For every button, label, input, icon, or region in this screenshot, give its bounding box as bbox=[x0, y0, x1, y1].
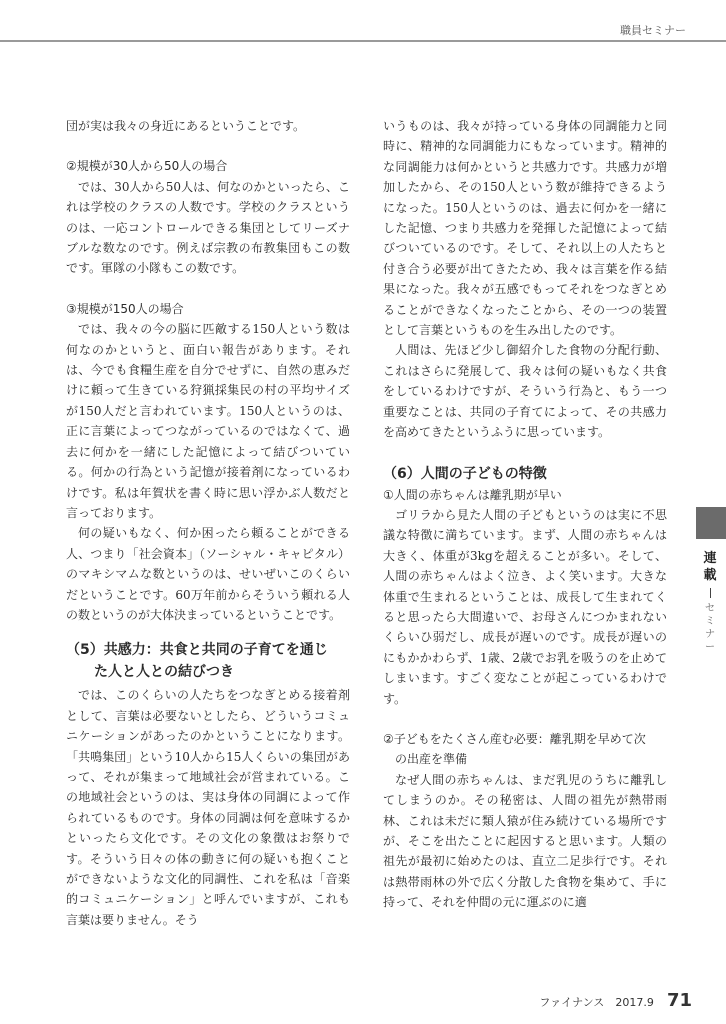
paragraph: では、我々の今の脳に匹敵する150人という数は何なのかというと、面白い報告があります。それは、今でも食糧生産を自分でせずに、自然の恵みだけに頼って生きている狩猟採集民の村の平均サイズが150人だと言われています。150人というのは、正に言葉によってつながっているのではなくて、過去に何かを一緒にした記憶によって結びついている。何かの行為という記憶が接着剤になっているわけです。私は年賀状を書く時に思い浮かぶ人数だと言っております。 bbox=[66, 322, 350, 520]
right-column bbox=[383, 116, 667, 913]
paragraph: では、30人から50人は、何なのかといったら、これは学校のクラスの人数です。学校のクラスというのは、一応コントロールできる集団としてリーズナブルな数なのです。例えば宗教の布教集団もこの数です。軍隊の小隊もこの数です。 bbox=[66, 179, 350, 276]
paragraph: ゴリラから見た人間の子どもというのは実に不思議な特徴に満ちています。まず、人間の赤ちゃんは大きく、体重が3kgを超えることが多い。そして、人間の赤ちゃんはよく泣き、よく笑います。大きな体重で生まれるということは、成長して生まれてくると思ったら大間違いで、お母さんにつかまれないくらいひ弱だし、成長が遅いのです。成長が遅いのにもかかわらず、1歳、2歳でお乳を吸うのを止めてしまいます。すごく変なことが起こっているわけです。 bbox=[383, 507, 667, 706]
publication-name: ファイナンス bbox=[539, 996, 605, 1009]
header-rule bbox=[0, 40, 726, 42]
section-heading: （6）人間の子どもの特徴 bbox=[383, 465, 547, 482]
series-divider bbox=[710, 588, 711, 598]
paragraph: では、このくらいの人たちをつなぎとめる接着剤として、言葉は必要ないとしたら、どういうコミュニケーションがあったのかということになります。「共鳴集団」という10人から15人くらいの集団があって、それが集まって地域社会が営まれている。この地域社会というのは、実は身体の同調によって作られているものです。身体の同調は何を意味するかといったら文化です。その文化の象徴はお祭りです。そういう日々の体の動きに何の疑いも抱くことができないような文化的同調性、これを私は「音楽的コミュニケーション」と呼んでいますが、これも言葉は要りません。そう bbox=[66, 688, 350, 927]
subheading: の出産を準備 bbox=[395, 752, 468, 767]
paragraph: 人間は、先ほど少し御紹介した食物の分配行動、これはさらに発展して、我々は何の疑いもなく共食をしているわけですが、そういう行為と、もう一つ重要なことは、共同の子育てによって、その共感力を高めてきたというふうに思っています。 bbox=[383, 343, 667, 440]
subheading: ②子どもをたくさん産む必要：離乳期を早めて次 bbox=[383, 731, 646, 746]
paragraph: 何の疑いもなく、何か困ったら頼ることができる人、つまり「社会資本」（ソーシャル・キャピタル）のマキシマムな数というのは、せいぜいこのくらいだということです。60万年前からそういう頼れる人の数というのが大体決まっているということです。 bbox=[66, 526, 350, 622]
series-tab-marker bbox=[696, 507, 726, 539]
left-column bbox=[66, 116, 350, 930]
subheading: ②規模が30人から50人の場合 bbox=[66, 159, 228, 174]
paragraph: いうものは、我々が持っている身体の同調能力と同時に、精神的な同調能力にもなっています。精神的な同調能力は何かというと共感力です。共感力が増加したから、その150人という数が維持できるようになった。150人というのは、過去に何かを一緒にした記憶、つまり共感力を発揮した記憶によって結びついているのです。そして、それ以上の人たちと付き合う必要が出てきたため、我々は言葉を作る結果になった。我々が五感でもってそれをつなぎとめることができなくなったことから、その一つの装置として言葉というものを生み出したのです。 bbox=[383, 119, 667, 338]
subheading: ③規模が150人の場合 bbox=[66, 301, 184, 316]
series-main-label: 連載 bbox=[703, 551, 717, 583]
series-sub-label: セミナー bbox=[705, 603, 715, 653]
issue-date: 2017.9 bbox=[615, 996, 654, 1009]
section-heading: （5）共感力：共食と共同の子育てを通じ bbox=[66, 642, 328, 659]
paragraph: 団が実は我々の身近にあるということです。 bbox=[66, 119, 306, 133]
subheading: ①人間の赤ちゃんは離乳期が早い bbox=[383, 487, 562, 502]
series-label bbox=[702, 550, 718, 654]
page-number: 71 bbox=[666, 990, 692, 1011]
page-footer bbox=[539, 990, 692, 1011]
section-heading: た人と人との結びつき bbox=[94, 664, 234, 681]
running-header: 職員セミナー bbox=[620, 24, 686, 37]
paragraph: なぜ人間の赤ちゃんは、まだ乳児のうちに離乳してしまうのか。その秘密は、人間の祖先が熱帯雨林、これは未だに類人猿が住み続けている場所ですが、そこを出たことに起因すると思います。人類の祖先が最初に始めたのは、直立二足歩行です。それは熱帯雨林の外で広く分散した食物を集めて、手に持って、それを仲間の元に運ぶのに適 bbox=[383, 772, 667, 910]
